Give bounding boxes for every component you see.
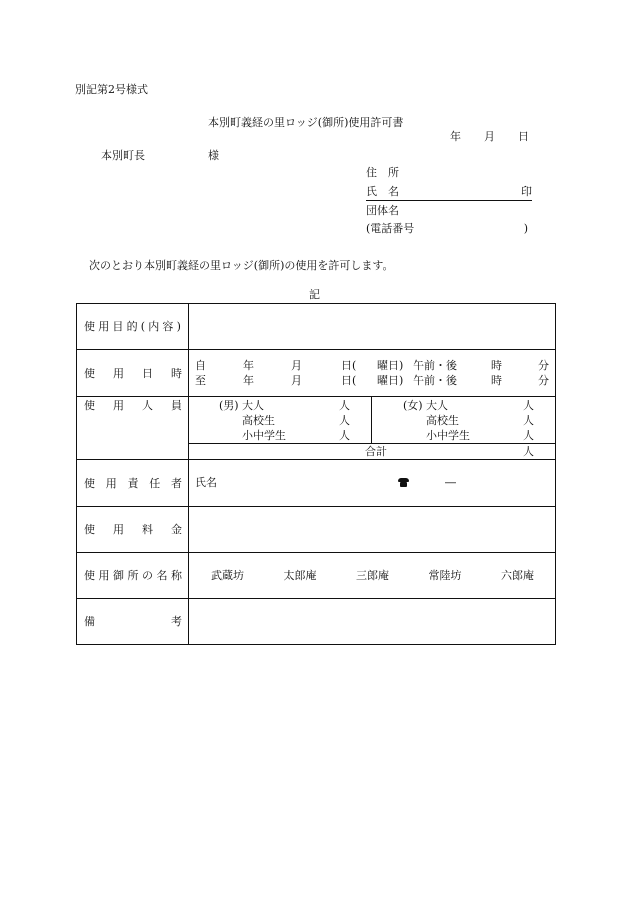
applicant-group-row — [366, 205, 532, 219]
applicant-group-label: 団体名 — [366, 204, 399, 217]
telephone-icon — [398, 478, 409, 487]
datetime-from-ampm: 午前・後 — [413, 359, 457, 372]
row-facility — [77, 553, 556, 599]
document-title: 本別町義経の里ロッジ(御所)使用許可書 — [208, 116, 404, 129]
responsible-value[interactable] — [189, 460, 556, 507]
facility-label: 使 用 御 所 の 名 称 — [77, 553, 189, 599]
people-total-rule — [189, 443, 555, 444]
datetime-from-hour: 時 — [491, 359, 502, 372]
datetime-from-dow: 曜日) — [377, 359, 404, 372]
datetime-to-month: 月 — [291, 374, 302, 387]
female-junior-unit: 人 — [523, 429, 534, 442]
facility-value — [189, 553, 556, 599]
responsible-name-label: 氏名 — [195, 476, 217, 489]
permission-notice: 次のとおり本別町義経の里ロッジ(御所)の使用を許可します。 — [89, 259, 394, 272]
row-purpose — [77, 304, 556, 350]
female-highschool-unit: 人 — [523, 414, 534, 427]
datetime-to-day: 日( — [341, 374, 357, 387]
datetime-from-year: 年 — [243, 359, 254, 372]
male-adult-label: 大人 — [242, 399, 264, 412]
male-junior-label: 小中学生 — [242, 429, 286, 442]
facility-option[interactable]: 太郎庵 — [283, 569, 317, 582]
male-heading: (男) — [219, 399, 239, 412]
datetime-from-day: 日( — [341, 359, 357, 372]
applicant-phone-close: ) — [523, 222, 528, 235]
female-highschool-label: 高校生 — [426, 414, 459, 427]
female-heading: (女) — [403, 399, 423, 412]
seal-mark: 印 — [521, 185, 532, 198]
applicant-name-row — [366, 186, 532, 201]
facility-option[interactable]: 武蔵坊 — [211, 569, 244, 582]
people-divider — [371, 397, 372, 443]
row-people — [77, 397, 556, 460]
applicant-address-row — [366, 167, 532, 181]
issue-date — [450, 131, 529, 142]
datetime-to-prefix: 至 — [195, 374, 206, 387]
datetime-to-ampm: 午前・後 — [413, 374, 457, 387]
applicant-phone-label: (電話番号 — [366, 222, 415, 235]
row-remarks — [77, 599, 556, 645]
fee-value[interactable] — [189, 507, 556, 553]
datetime-from-prefix: 自 — [195, 359, 206, 372]
people-value[interactable] — [189, 397, 556, 460]
facility-option[interactable]: 六郎庵 — [501, 569, 534, 582]
applicant-phone-row — [366, 223, 532, 237]
date-year: 年 — [450, 130, 461, 143]
permit-table — [76, 303, 556, 645]
datetime-to-hour: 時 — [491, 374, 502, 387]
people-total-label: 合計 — [365, 445, 387, 458]
form-id: 別記第2号様式 — [75, 83, 148, 96]
purpose-value[interactable] — [189, 304, 556, 350]
fee-label: 使 用 料 金 — [77, 507, 189, 553]
row-datetime — [77, 350, 556, 397]
datetime-to-year: 年 — [243, 374, 254, 387]
datetime-to-minute: 分 — [538, 374, 549, 387]
remarks-label: 備 考 — [77, 599, 189, 645]
datetime-value[interactable] — [189, 350, 556, 397]
addressee: 本別町長 — [101, 149, 145, 162]
female-adult-unit: 人 — [523, 399, 534, 412]
remarks-value[interactable] — [189, 599, 556, 645]
datetime-from-month: 月 — [291, 359, 302, 372]
facility-option[interactable]: 三郎庵 — [356, 569, 389, 582]
facility-option[interactable]: 常陸坊 — [428, 569, 462, 582]
datetime-to — [195, 375, 549, 388]
date-month: 月 — [484, 130, 495, 143]
female-junior-label: 小中学生 — [426, 429, 470, 442]
male-junior-unit: 人 — [339, 429, 350, 442]
row-fee — [77, 507, 556, 553]
applicant-name-label: 氏 名 — [366, 185, 399, 198]
purpose-label: 使 用 目 的 ( 内 容 ) — [77, 304, 189, 350]
people-label: 使 用 人 員 — [77, 397, 189, 460]
date-day: 日 — [518, 130, 529, 143]
datetime-from-minute: 分 — [538, 359, 549, 372]
female-adult-label: 大人 — [426, 399, 448, 412]
applicant-address-label: 住 所 — [366, 166, 399, 179]
male-highschool-unit: 人 — [339, 414, 350, 427]
male-highschool-label: 高校生 — [242, 414, 275, 427]
phone-dash: ― — [445, 476, 456, 489]
people-total-unit: 人 — [523, 445, 534, 458]
datetime-from — [195, 360, 549, 373]
ki-heading: 記 — [309, 288, 320, 301]
datetime-to-dow: 曜日) — [377, 374, 404, 387]
row-responsible — [77, 460, 556, 507]
datetime-label: 使 用 日 時 — [77, 350, 189, 397]
honorific: 様 — [208, 149, 219, 162]
responsible-label: 使 用 責 任 者 — [77, 460, 189, 507]
male-adult-unit: 人 — [339, 399, 350, 412]
